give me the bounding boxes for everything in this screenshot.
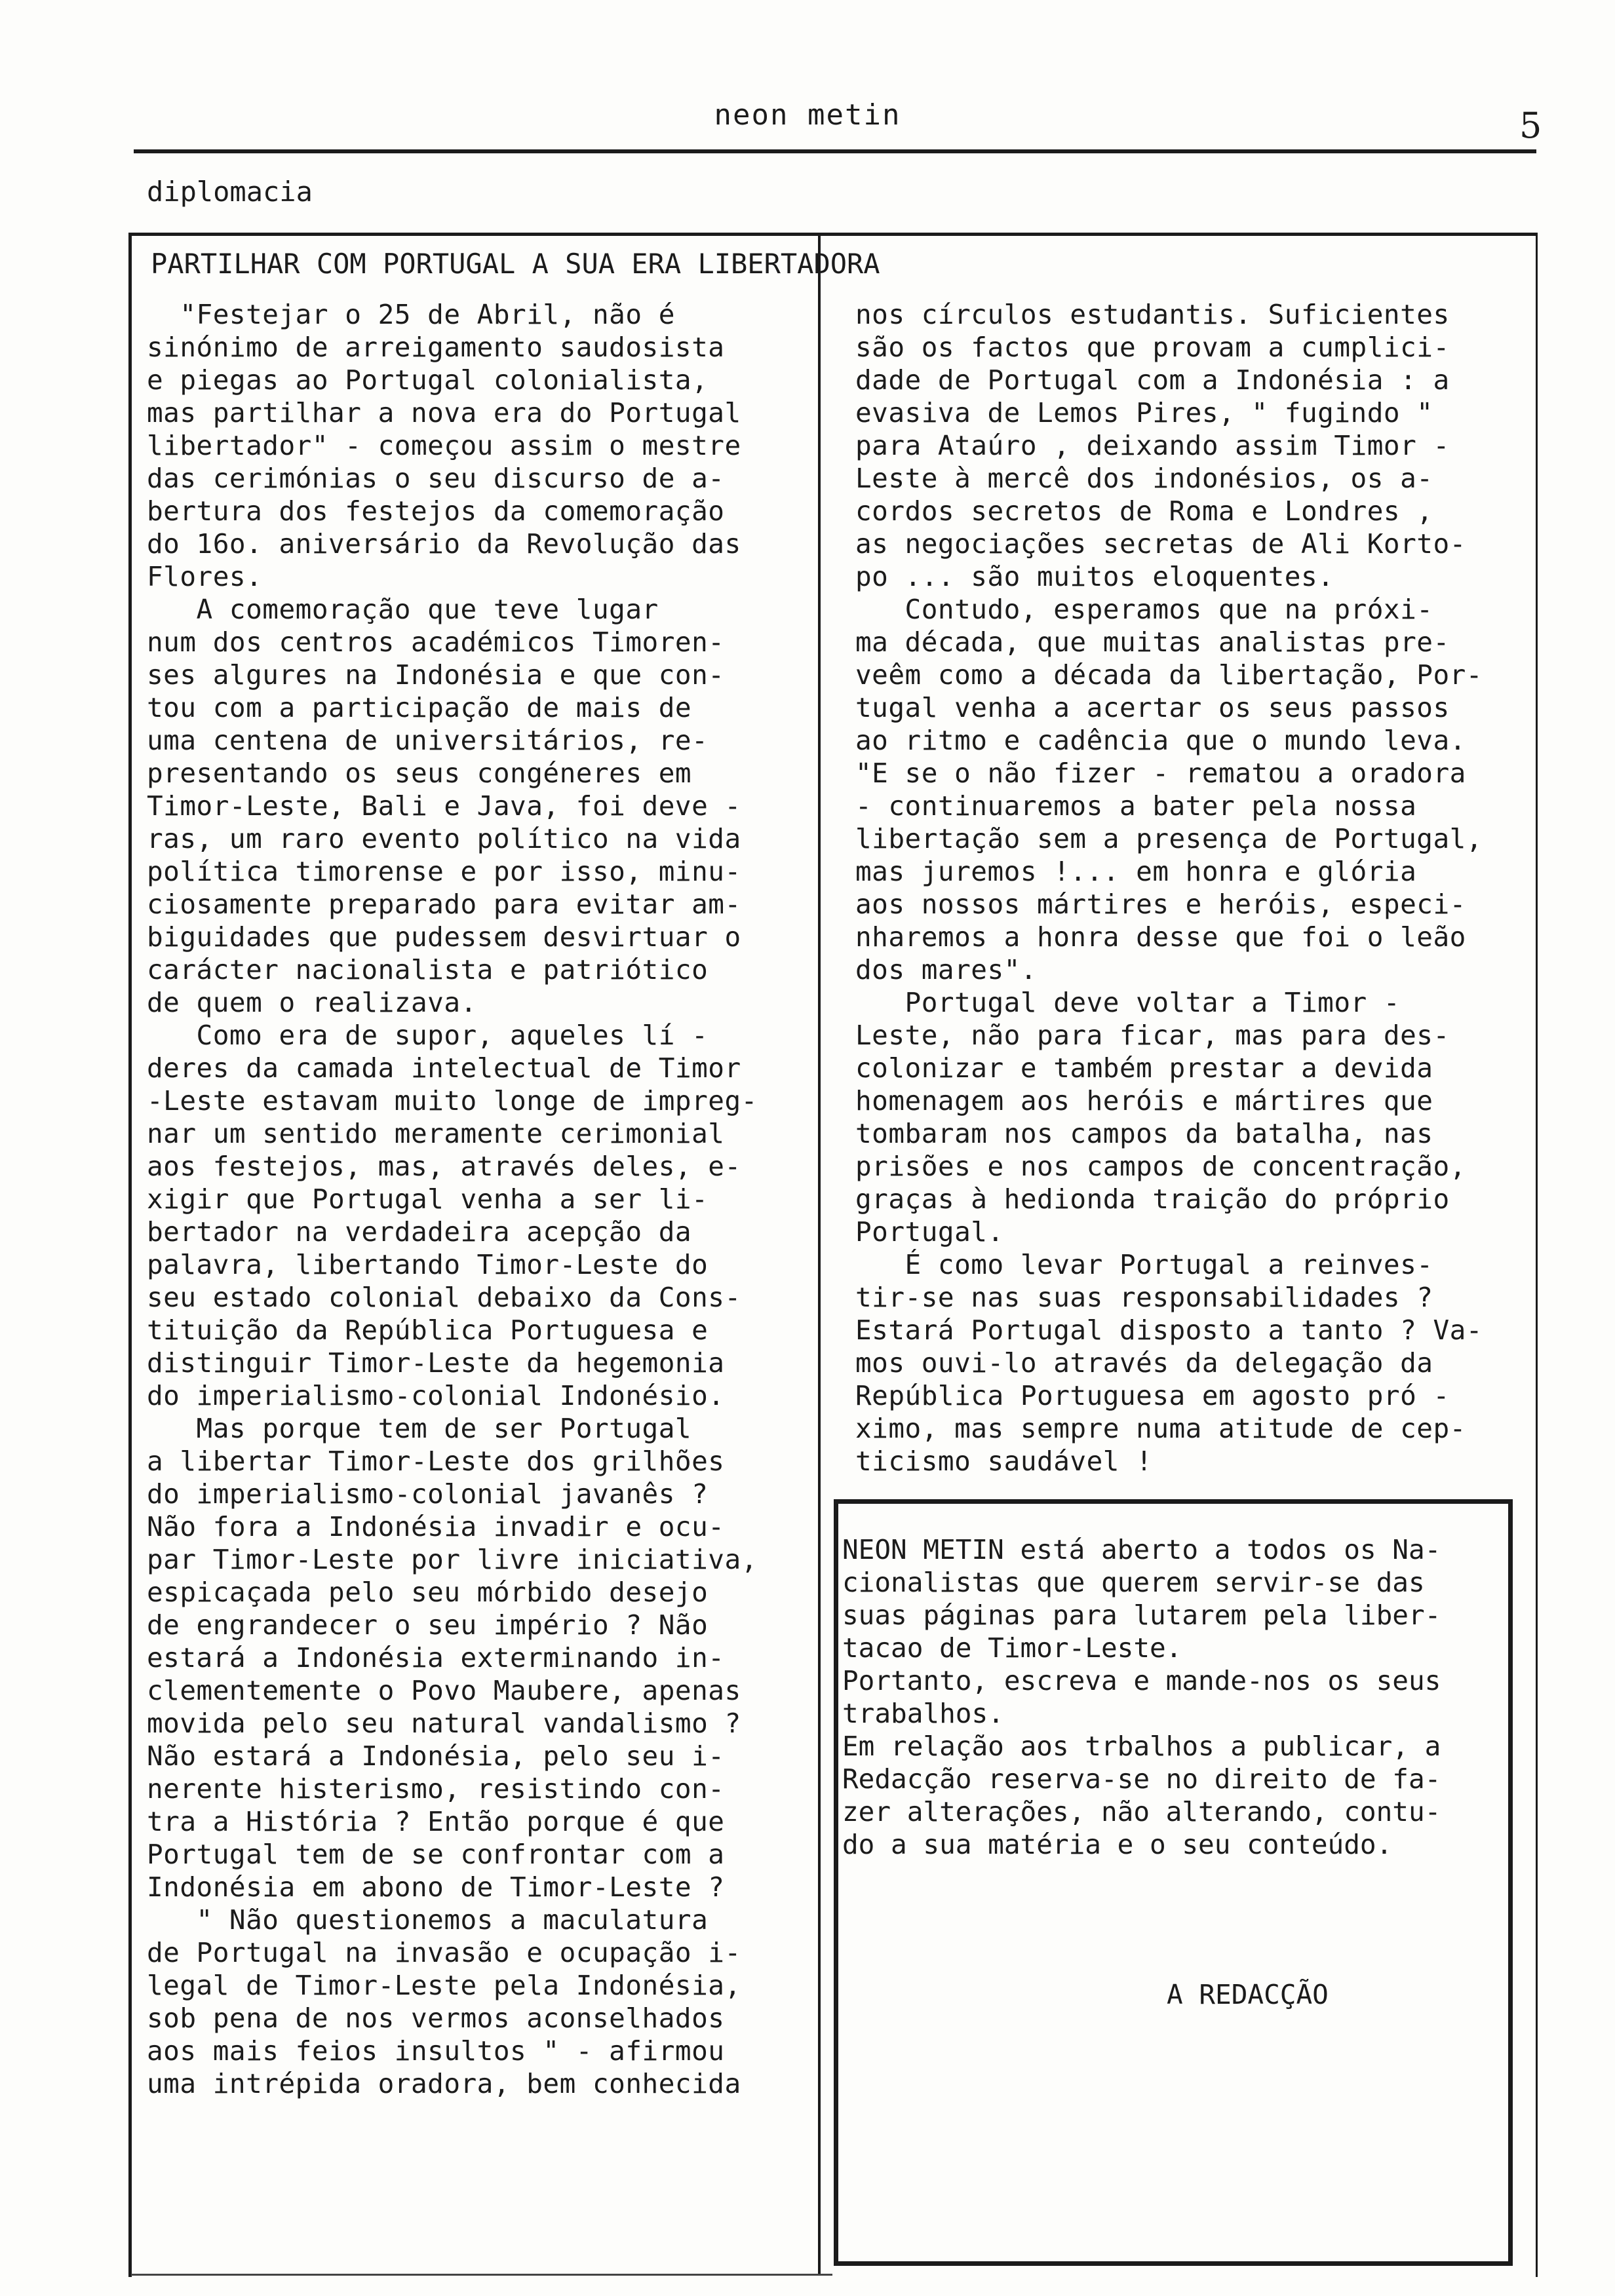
article-headline: PARTILHAR COM PORTUGAL A SUA ERA LIBERTADORA	[151, 248, 880, 280]
page-number: 5	[1519, 105, 1542, 146]
publication-title: neon metin	[714, 98, 901, 132]
editorial-notice-text: NEON METIN está aberto a todos os Na- cionalistas que querem servir-se das suas páginas para lutarem pela liber- tacao de Timor-Leste. Portanto, escreva e mande-nos os seus trabalhos. Em relação aos trbalhos a publicar, a Redacção reserva-se no direito de fa- zer alterações, não alterando, contu- do a sua matéria e o seu conteúdo.	[842, 1534, 1441, 1860]
header-divider	[134, 149, 1536, 153]
column-divider	[818, 236, 821, 2274]
editorial-signature: A REDACÇÃO	[1167, 1979, 1329, 2010]
article-right-column: nos círculos estudantis. Suficientes são os factos que provam a cumplici- dade de Portugal com a Indonésia : a evasiva de Lemos Pires, " fugindo " para Ataúro , deixando assim Timor - Leste à mercê dos indonésios, os a- cordos secretos de Roma e Londres , as negociações secretas de Ali Korto- po ... são muitos eloquentes. Contudo, esperamos que na próxi- ma década, que muitas analistas pre- veêm como a década da libertação, Por- tugal venha a acertar os seus passos ao ritmo e cadência que o mundo leva. "E se o não fizer - rematou a oradora - continuaremos a bater pela nossa libertação sem a presença de Portugal, mas juremos !... em honra e glória aos nossos mártires e heróis, especi- nharemos a honra desse que foi o leão dos mares". Portugal deve voltar a Timor - Leste, não para ficar, mas para des- colonizar e também prestar a devida homenagem aos heróis e mártires que tombaram nos campos da batalha, nas prisões e nos campos de concentração, graças à hedionda traição do próprio Portugal. É como levar Portugal a reinves- tir-se nas suas responsabilidades ? Estará Portugal disposto a tanto ? Va- mos ouvi-lo através da delegação da República Portuguesa em agosto pró - ximo, mas sempre numa atitude de cep- ticismo saudável !	[855, 299, 1483, 1477]
bottom-divider	[131, 2274, 832, 2276]
article-left-column: "Festejar o 25 de Abril, não é sinónimo de arreigamento saudosista e piegas ao Portugal colonialista, mas partilhar a nova era do Portugal libertador" - começou assim o mestre das cerimónias o seu discurso de a- bertura dos festejos da comemoração do 16o. aniversário da Revolução das Flores. A comemoração que teve lugar num dos centros académicos Timoren- ses algures na Indonésia e que con- tou com a participação de mais de uma centena de universitários, re- presentando os seus congéneres em Timor-Leste, Bali e Java, foi deve - ras, um raro evento político na vida política timorense e por isso, minu- ciosamente preparado para evitar am- biguidades que pudessem desvirtuar o carácter nacionalista e patriótico de quem o realizava. Como era de supor, aqueles lí - deres da camada intelectual de Timor -Leste estavam muito longe de impreg- nar um sentido meramente cerimonial aos festejos, mas, através deles, e- xigir que Portugal venha a ser li- bertador na verdadeira acepção da palavra, libertando Timor-Leste do seu estado colonial debaixo da Cons- tituição da República Portuguesa e distinguir Timor-Leste da hegemonia do imperialismo-colonial Indonésio. Mas porque tem de ser Portugal a libertar Timor-Leste dos grilhões do imperialismo-colonial javanês ? Não fora a Indonésia invadir e ocu- par Timor-Leste por livre iniciativa, espicaçada pelo seu mórbido desejo de engrandecer o seu império ? Não estará a Indonésia exterminando in- clementemente o Povo Maubere, apenas movida pelo seu natural vandalismo ? Não estará a Indonésia, pelo seu i- nerente histerismo, resistindo con- tra a História ? Então porque é que Portugal tem de se confrontar com a Indonésia em abono de Timor-Leste ? " Não questionemos a maculatura de Portugal na invasão e ocupação i- legal de Timor-Leste pela Indonésia, sob pena de nos vermos aconselhados aos mais feios insultos " - afirmou uma intrépida oradora, bem conhecida	[147, 299, 758, 2099]
section-label: diplomacia	[147, 176, 313, 208]
